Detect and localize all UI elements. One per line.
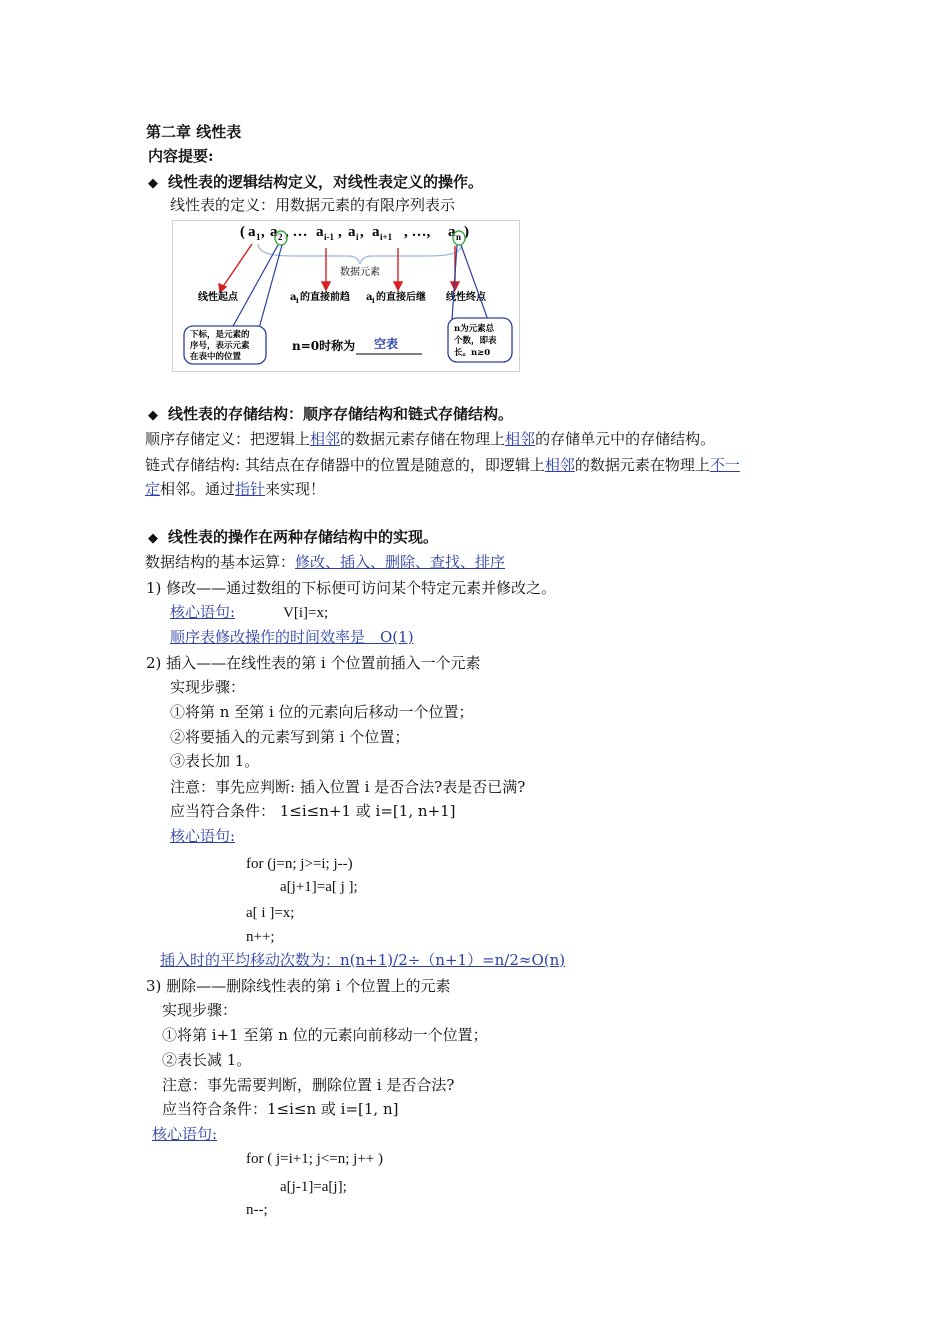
seq-ai: a [348,224,356,240]
pred-a: a [290,292,297,303]
text: 的数据元素存储在物理上 [340,430,506,448]
index-box-line2: 序号，表示元素 [190,341,250,351]
seq-close: ) [464,224,469,240]
section1-title [148,172,483,194]
seq-comma2: , [338,224,342,240]
n-box-line2: 个数，即表 [454,336,497,346]
seq-an-sub: n [456,232,462,242]
modify-heading: 1) 修改——通过数组的下标便可访问某个特定元素并修改之。 [146,579,557,597]
delete-note: 注意：事先需要判断，删除位置 i 是否合法? [162,1076,455,1094]
insert-heading: 2) 插入——在线性表的第 i 个位置前插入一个元素 [146,654,481,672]
bullet-diamond-icon: ◆ [148,176,158,191]
modify-efficiency: 顺序表修改操作的时间效率是 O(1) [170,628,414,646]
delete-code-line1: for ( j=i+1; j<=n; j++ ) [246,1151,383,1167]
pred-sub: i [296,296,299,305]
seq-dots2: , …, [404,224,431,240]
insert-steps-label: 实现步骤： [170,678,246,696]
modify-core [170,602,328,623]
index-box-line3: 在表中的位置 [190,352,242,362]
empty-value: 空表 [374,337,399,351]
bullet-diamond-icon: ◆ [148,408,158,423]
text: 的数据元素在物理上 [574,456,710,474]
delete-step1: ①将第 i+1 至第 n 位的元素向前移动一个位置； [162,1026,488,1044]
seq-ai-sub: i [356,232,359,242]
n-box-line3: 长。n≥0 [454,348,491,358]
data-element-label: 数据元素 [340,267,380,278]
definition-line: 线性表的定义：用数据元素的有限序列表示 [170,196,456,214]
basic-ops-line [145,552,505,572]
keyword-not-necessarily: 不一 [709,456,740,474]
insert-code-line1: for (j=n; j>=i; j--) [246,856,353,872]
text: 来实现！ [265,480,326,498]
delete-condition: 应当符合条件：1≤i≤n 或 i=[1, n] [162,1100,399,1118]
link-storage-def-line2 [145,479,325,499]
section3-title [148,527,438,549]
delete-step2: ②表长减 1。 [162,1051,252,1069]
seq-a2: a [270,224,278,240]
insert-step2: ②将要插入的元素写到第 i 个位置； [170,728,410,746]
keyword-adjacent: 相邻 [310,430,341,448]
ops-list: 修改、插入、删除、查找、排序 [295,553,506,571]
succ-a: a [366,292,373,303]
text: 的存储单元中的存储结构。 [535,430,716,448]
core-code: V[i]=x; [283,605,329,621]
linear-list-diagram [172,220,520,372]
text: 顺序存储定义：把逻辑上 [145,430,311,448]
seq-a1: a [248,224,256,240]
chapter-title: 第二章 线性表 [146,123,242,141]
insert-condition: 应当符合条件： 1≤i≤n+1 或 i=[1, n+1] [170,802,456,820]
bullet-diamond-icon: ◆ [148,531,158,546]
delete-code-line2: a[j-1]=a[j]; [280,1179,347,1195]
insert-code-line3: a[ i ]=x; [246,905,295,921]
delete-steps-label: 实现步骤： [162,1001,238,1019]
text: 链式存储结构: 其结点在存储器中的位置是随意的，即逻辑上 [145,456,545,474]
start-label: 线性起点 [198,292,238,303]
delete-core-label: 核心语句: [152,1125,218,1143]
succ-sub: i [372,296,375,305]
delete-heading: 3) 删除——删除线性表的第 i 个位置上的元素 [146,977,451,995]
seq-ai1: a [316,224,324,240]
section1-title-text: 线性表的逻辑结构定义，对线性表定义的操作。 [168,173,484,191]
seq-comma1: , [261,224,265,240]
keyword-adjacent: 相邻 [544,456,575,474]
seq-aip-sub: i+1 [380,232,393,242]
keyword-pointer: 指针 [235,480,266,498]
keyword-adjacent: 相邻 [505,430,536,448]
seq-storage-def [145,429,715,449]
insert-step3: ③表长加 1。 [170,752,260,770]
insert-code-line4: n++; [246,929,275,945]
insert-avg-moves: 插入时的平均移动次数为：n(n+1)/2÷（n+1）=n/2≈O(n) [160,951,566,969]
insert-note: 注意：事先应判断: 插入位置 i 是否合法?表是否已满? [170,778,526,796]
section2-title-text: 线性表的存储结构：顺序存储结构和链式存储结构。 [168,405,514,423]
seq-a1-sub: 1 [256,232,261,242]
seq-a2-sub: 2 [278,232,283,242]
seq-ai1-sub: i-1 [324,232,334,242]
summary-label: 内容提要: [148,147,214,165]
text: 相邻。通过 [160,480,236,498]
end-label: 线性终点 [446,292,486,303]
text: 数据结构的基本运算： [145,553,296,571]
seq-an: a [448,224,456,240]
delete-code-line3: n--; [246,1202,268,1218]
empty-prefix: n=0时称为 [292,339,356,353]
link-storage-def-line1 [145,455,740,475]
insert-core-label: 核心语句: [170,827,236,845]
insert-step1: ①将第 n 至第 i 位的元素向后移动一个位置； [170,703,474,721]
n-box-line1: n为元素总 [454,324,495,334]
pred-text: 的直接前趋 [300,292,350,303]
succ-text: 的直接后继 [376,292,426,303]
keyword-not-necessarily-end: 定 [145,480,161,498]
section2-title [148,404,513,426]
core-label: 核心语句: [170,603,236,621]
index-box-line1: 下标，是元素的 [190,330,250,340]
seq-open: ( [240,224,245,240]
seq-dots1: , … [285,224,308,240]
insert-code-line2: a[j+1]=a[ j ]; [280,879,358,895]
seq-comma3: , [360,224,364,240]
section3-title-text: 线性表的操作在两种存储结构中的实现。 [168,528,439,546]
seq-aip: a [372,224,380,240]
